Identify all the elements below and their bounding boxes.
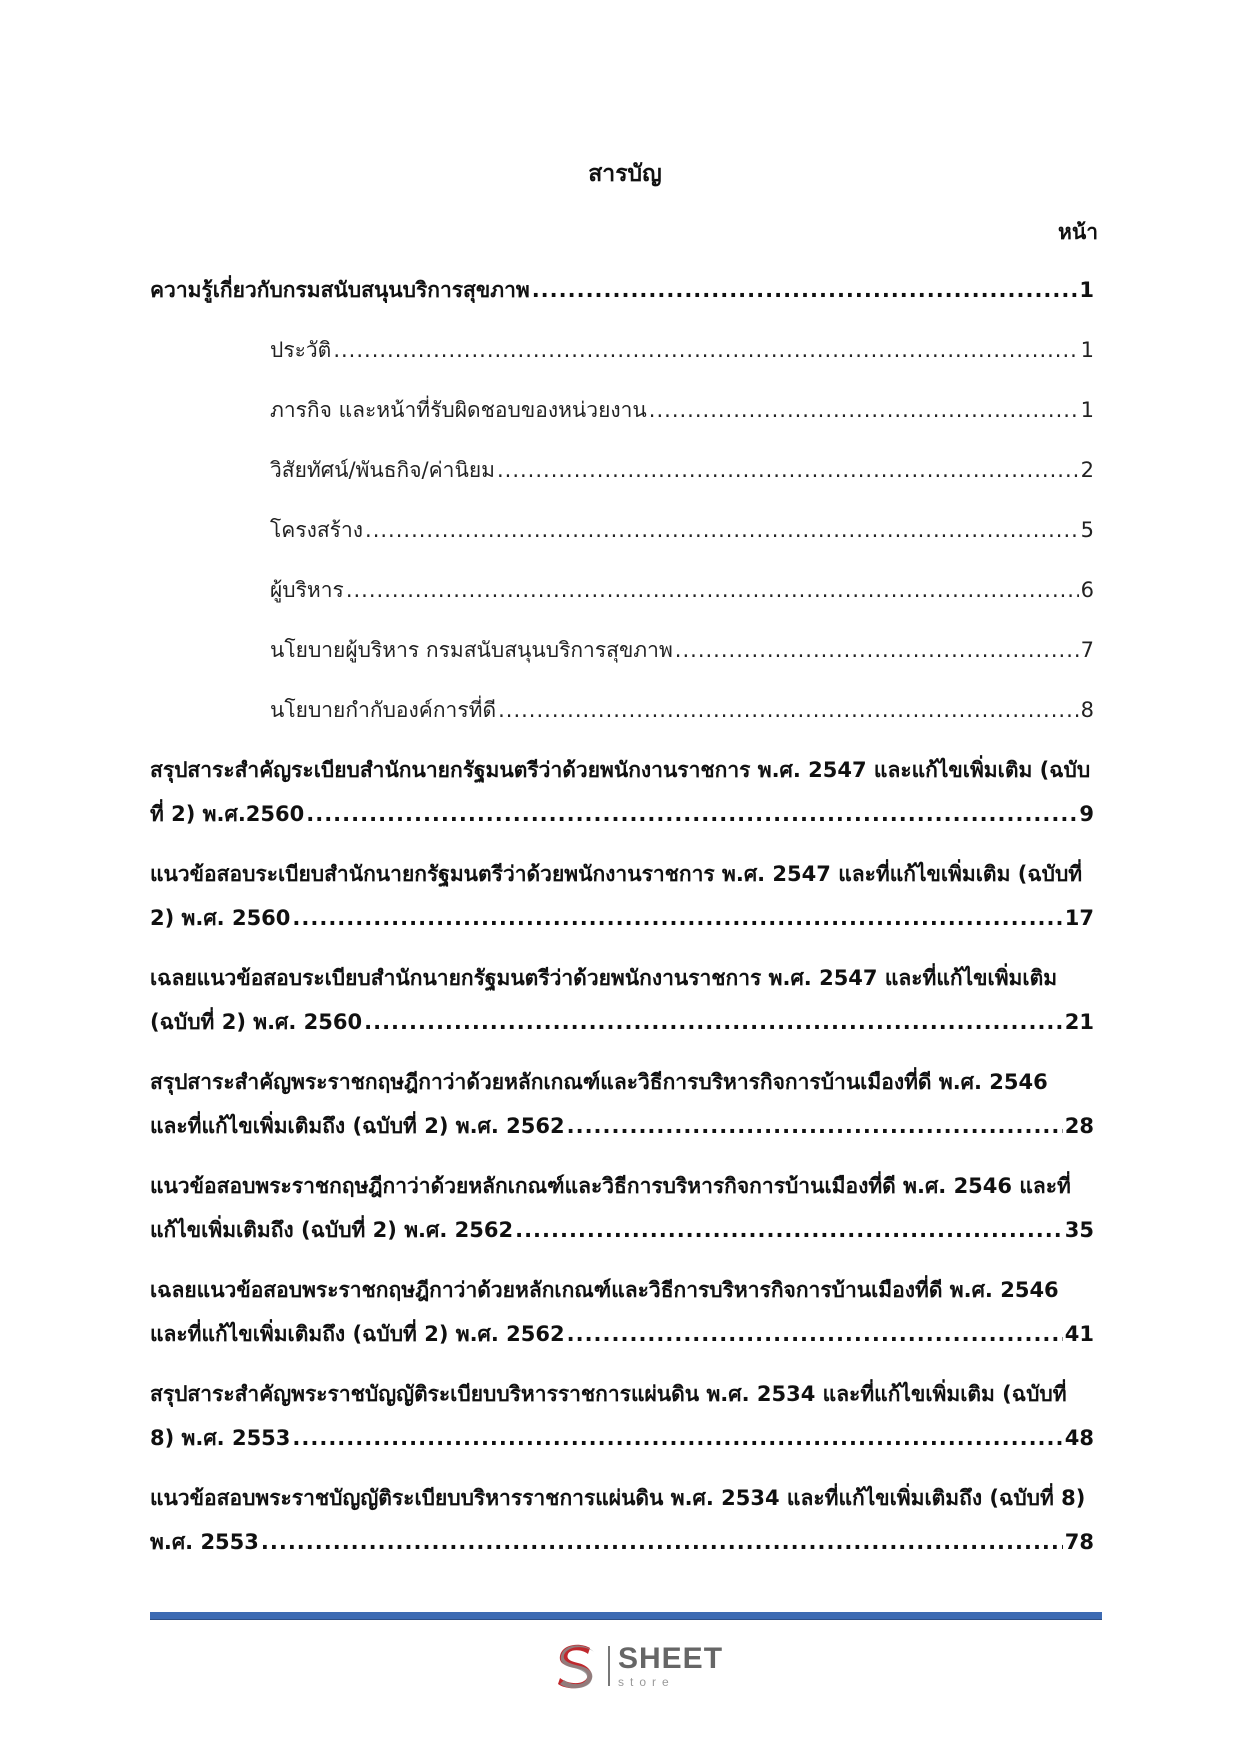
toc-entry-text-line: สรุปสาระสำคัญพระราชกฤษฎีกาว่าด้วยหลักเกณฑ์และวิธีการบริหารกิจการบ้านเมืองที่ดี พ.ศ. 2546 bbox=[150, 1070, 1048, 1094]
toc-leader-line bbox=[150, 1312, 1094, 1356]
toc-dot-leader bbox=[675, 628, 1079, 672]
toc-entry-text: นโยบายผู้บริหาร กรมสนับสนุนบริการสุขภาพ bbox=[270, 638, 673, 662]
toc-entry bbox=[150, 956, 1094, 1044]
toc-entry-text: (ฉบับที่ 2) พ.ศ. 2560 bbox=[150, 1010, 363, 1034]
toc-page-number: 35 bbox=[1064, 1218, 1094, 1242]
toc-entry-text: โครงสร้าง bbox=[270, 518, 364, 542]
toc-subentry bbox=[150, 448, 1094, 492]
toc-dot-leader bbox=[333, 328, 1078, 372]
toc-entry bbox=[150, 748, 1094, 836]
toc-leader-line bbox=[270, 508, 1094, 552]
toc-entry-text: แก้ไขเพิ่มเติมถึง (ฉบับที่ 2) พ.ศ. 2562 bbox=[150, 1218, 514, 1242]
footer-rule bbox=[150, 1612, 1102, 1619]
page-column-label: หน้า bbox=[1058, 220, 1098, 244]
toc-page-number: 6 bbox=[1080, 578, 1094, 602]
toc-leader-line bbox=[150, 268, 1094, 312]
toc-entry bbox=[150, 1164, 1094, 1252]
toc-leader-line bbox=[150, 1520, 1094, 1564]
toc-page-number: 28 bbox=[1064, 1114, 1094, 1138]
toc-subentry bbox=[150, 388, 1094, 432]
toc-subentry bbox=[150, 328, 1094, 372]
toc-dot-leader bbox=[261, 1520, 1063, 1564]
toc-entry-text-line: แนวข้อสอบระเบียบสำนักนายกรัฐมนตรีว่าด้วยพนักงานราชการ พ.ศ. 2547 และที่แก้ไขเพิ่มเติม (ฉบับที่ bbox=[150, 862, 1083, 886]
toc-leader-line bbox=[150, 1000, 1094, 1044]
toc-entry-text: และที่แก้ไขเพิ่มเติมถึง (ฉบับที่ 2) พ.ศ. 2562 bbox=[150, 1322, 565, 1346]
toc-dot-leader bbox=[649, 388, 1079, 432]
page-title: สารบัญ bbox=[588, 161, 662, 187]
toc-dot-leader bbox=[346, 568, 1079, 612]
toc-dot-leader bbox=[567, 1312, 1063, 1356]
toc-entry bbox=[150, 1372, 1094, 1460]
toc-page-number: 7 bbox=[1080, 638, 1094, 662]
toc-page-number: 5 bbox=[1080, 518, 1094, 542]
toc-dot-leader bbox=[292, 896, 1062, 940]
toc-entry-text: ประวัติ bbox=[270, 338, 332, 362]
toc-page-number: 9 bbox=[1079, 802, 1094, 826]
toc-page-number: 78 bbox=[1064, 1530, 1094, 1554]
toc-page-number: 17 bbox=[1064, 906, 1094, 930]
toc-leader-line bbox=[270, 448, 1094, 492]
logo-divider bbox=[608, 1646, 610, 1686]
toc-dot-leader bbox=[364, 1000, 1063, 1044]
toc-leader-line bbox=[270, 628, 1094, 672]
toc-entry-text: และที่แก้ไขเพิ่มเติมถึง (ฉบับที่ 2) พ.ศ. 2562 bbox=[150, 1114, 565, 1138]
toc-entry-text: 8) พ.ศ. 2553 bbox=[150, 1426, 291, 1450]
toc-page-number: 8 bbox=[1080, 698, 1094, 722]
toc-page-number: 41 bbox=[1064, 1322, 1094, 1346]
toc-entry bbox=[150, 1268, 1094, 1356]
toc-entry-text: ภารกิจ และหน้าที่รับผิดชอบของหน่วยงาน bbox=[270, 398, 647, 422]
toc-entry bbox=[150, 1476, 1094, 1564]
toc-leader-line bbox=[150, 792, 1094, 836]
toc-subentry bbox=[150, 568, 1094, 612]
toc-subentry bbox=[150, 508, 1094, 552]
toc-leader-line bbox=[150, 1104, 1094, 1148]
toc-dot-leader bbox=[292, 1416, 1062, 1460]
toc-entry-text-line: เฉลยแนวข้อสอบพระราชกฤษฎีกาว่าด้วยหลักเกณฑ์และวิธีการบริหารกิจการบ้านเมืองที่ดี พ.ศ. 2546 bbox=[150, 1278, 1059, 1302]
toc-page-number: 1 bbox=[1079, 278, 1094, 302]
toc-entry-text: ที่ 2) พ.ศ.2560 bbox=[150, 802, 305, 826]
toc-dot-leader bbox=[497, 448, 1079, 492]
logo-text bbox=[618, 1644, 723, 1688]
toc-leader-line bbox=[270, 568, 1094, 612]
toc-entry-text-line: เฉลยแนวข้อสอบระเบียบสำนักนายกรัฐมนตรีว่าด้วยพนักงานราชการ พ.ศ. 2547 และที่แก้ไขเพิ่มเติม bbox=[150, 966, 1058, 990]
toc-entry bbox=[150, 268, 1094, 312]
sheet-store-logo bbox=[550, 1638, 730, 1694]
logo-word: SHEET bbox=[618, 1642, 724, 1675]
toc-dot-leader bbox=[365, 508, 1079, 552]
toc-dot-leader bbox=[515, 1208, 1063, 1252]
toc-leader-line bbox=[270, 688, 1094, 732]
toc-leader-line bbox=[150, 1416, 1094, 1460]
toc-page-number: 2 bbox=[1080, 458, 1094, 482]
toc-dot-leader bbox=[498, 688, 1079, 732]
toc-leader-line bbox=[270, 388, 1094, 432]
sheet-store-logo-icon bbox=[550, 1640, 602, 1692]
toc-leader-line bbox=[150, 1208, 1094, 1252]
toc-entry-text-line: สรุปสาระสำคัญพระราชบัญญัติระเบียบบริหารราชการแผ่นดิน พ.ศ. 2534 และที่แก้ไขเพิ่มเติม (ฉบับที่ bbox=[150, 1382, 1067, 1406]
toc-page-number: 1 bbox=[1080, 398, 1094, 422]
toc-subentry bbox=[150, 688, 1094, 732]
toc-entry-text-line: แนวข้อสอบพระราชกฤษฎีกาว่าด้วยหลักเกณฑ์และวิธีการบริหารกิจการบ้านเมืองที่ดี พ.ศ. 2546 และที่ bbox=[150, 1174, 1071, 1198]
toc-page-number: 1 bbox=[1080, 338, 1094, 362]
toc-entry-text-line: สรุปสาระสำคัญระเบียบสำนักนายกรัฐมนตรีว่าด้วยพนักงานราชการ พ.ศ. 2547 และแก้ไขเพิ่มเติม (ฉบับ bbox=[150, 758, 1091, 782]
toc-entry-text: ผู้บริหาร bbox=[270, 578, 344, 602]
toc-entry-text: วิสัยทัศน์/พันธกิจ/ค่านิยม bbox=[270, 458, 495, 482]
toc-entry-text: 2) พ.ศ. 2560 bbox=[150, 906, 291, 930]
toc-entry-text-line: แนวข้อสอบพระราชบัญญัติระเบียบบริหารราชการแผ่นดิน พ.ศ. 2534 และที่แก้ไขเพิ่มเติมถึง (ฉบับที่ 8) bbox=[150, 1486, 1086, 1510]
toc-entry bbox=[150, 1060, 1094, 1148]
toc-entry-text: นโยบายกำกับองค์การที่ดี bbox=[270, 698, 497, 722]
toc-entry bbox=[150, 852, 1094, 940]
logo-sub: store bbox=[618, 1675, 675, 1689]
toc-subentry bbox=[150, 628, 1094, 672]
toc-entry-text: ความรู้เกี่ยวกับกรมสนับสนุนบริการสุขภาพ bbox=[150, 278, 530, 302]
toc-dot-leader bbox=[532, 268, 1078, 312]
toc-page-number: 48 bbox=[1064, 1426, 1094, 1450]
toc-entry-text: พ.ศ. 2553 bbox=[150, 1530, 259, 1554]
toc-leader-line bbox=[150, 896, 1094, 940]
table-of-contents bbox=[150, 268, 1094, 1580]
toc-dot-leader bbox=[306, 792, 1077, 836]
toc-dot-leader bbox=[567, 1104, 1063, 1148]
toc-leader-line bbox=[270, 328, 1094, 372]
toc-page-number: 21 bbox=[1064, 1010, 1094, 1034]
